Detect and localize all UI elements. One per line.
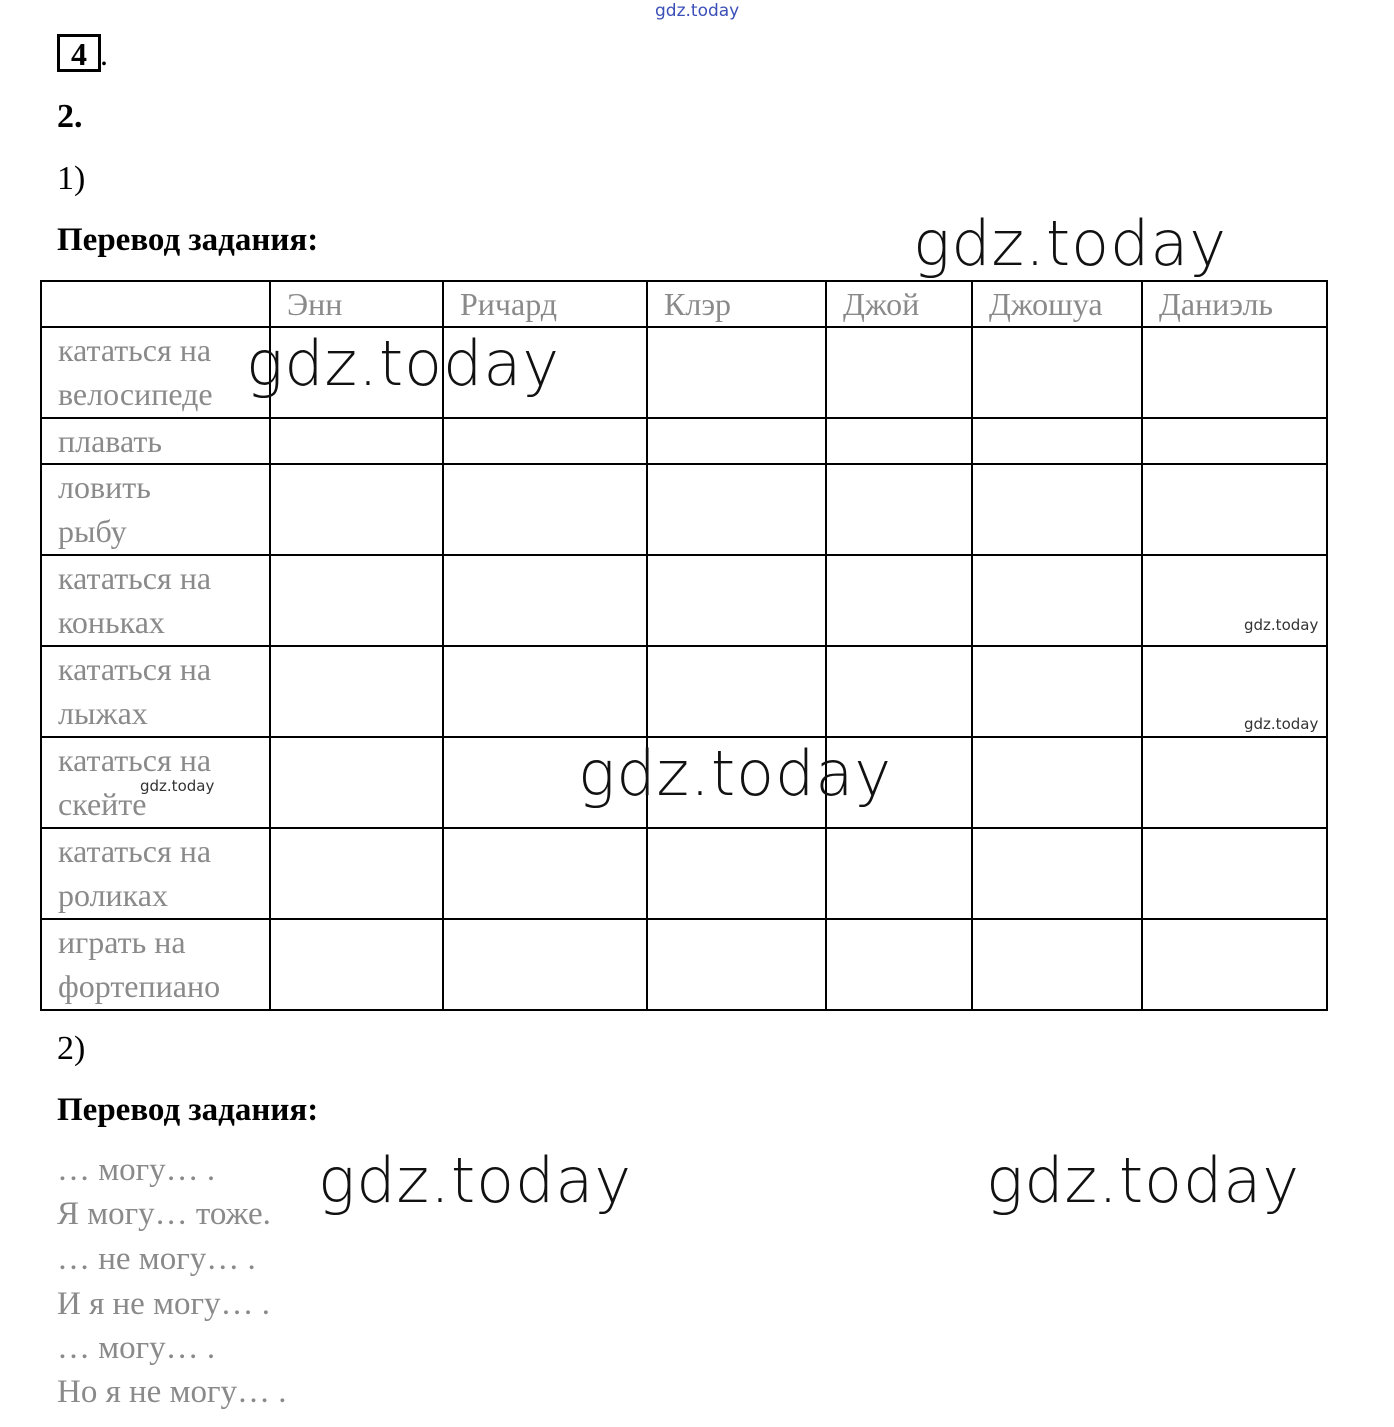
row-label-line1: ловить (58, 469, 151, 505)
table-cell (647, 919, 826, 1010)
table-cell (647, 464, 826, 555)
table-cell (443, 555, 647, 646)
table-cell (1142, 737, 1327, 828)
table-cell (270, 555, 443, 646)
task-number: 2. (57, 98, 83, 135)
watermark-big-5: gdz.today (986, 1144, 1301, 1217)
table-cell (270, 737, 443, 828)
row-label (41, 464, 270, 555)
row-label (41, 828, 270, 919)
answer-line-2: Я могу… тоже. (57, 1196, 271, 1232)
table-cell (647, 327, 826, 418)
table-cell (647, 555, 826, 646)
table-row (41, 327, 1327, 418)
table-cell (972, 919, 1142, 1010)
table-cell (826, 464, 972, 555)
table-cell (443, 464, 647, 555)
exercise-number-box: 4 (57, 34, 101, 72)
row-label-line1: плавать (58, 423, 162, 459)
row-label-line1: кататься на (58, 560, 212, 596)
row-label-line2: коньках (58, 604, 165, 640)
row-label-line2: роликах (58, 877, 168, 913)
row-label-line2: велосипеде (58, 376, 213, 412)
watermark-big-1: gdz.today (913, 207, 1228, 280)
table-row (41, 418, 1327, 464)
header-cell-claire: Клэр (647, 281, 826, 327)
watermark-small-1: gdz.today (1244, 616, 1319, 634)
table-cell (647, 646, 826, 737)
table-cell (270, 919, 443, 1010)
table-row (41, 464, 1327, 555)
row-label (41, 555, 270, 646)
translation-title-2: Перевод задания: (57, 1092, 319, 1128)
table-cell (826, 327, 972, 418)
table-cell (826, 418, 972, 464)
table-cell (826, 646, 972, 737)
table-cell (647, 828, 826, 919)
table-cell (270, 646, 443, 737)
answer-line-6: Но я не могу… . (57, 1374, 287, 1410)
table-header-row (41, 281, 1327, 327)
watermark-big-3: gdz.today (578, 737, 893, 810)
row-label-line1: кататься на (58, 332, 212, 368)
table-cell (972, 418, 1142, 464)
table-cell (826, 828, 972, 919)
answer-line-1: … могу… . (57, 1152, 216, 1188)
header-cell-empty (41, 281, 270, 327)
watermark-big-4: gdz.today (318, 1144, 633, 1217)
row-label-line2: лыжах (58, 695, 148, 731)
table-cell (270, 418, 443, 464)
row-label-line1: играть на (58, 924, 186, 960)
row-label-line2: скейте (58, 786, 147, 822)
header-cell-daniel: Даниэль (1142, 281, 1327, 327)
table-cell (972, 555, 1142, 646)
row-label-line1: кататься на (58, 651, 212, 687)
table-cell (270, 828, 443, 919)
table-cell (443, 919, 647, 1010)
header-cell-richard: Ричард (443, 281, 647, 327)
table-cell (270, 464, 443, 555)
row-label-line2: фортепиано (58, 968, 221, 1004)
part-2-label: 2) (57, 1030, 86, 1067)
activity-table (40, 280, 1328, 1011)
table-row (41, 555, 1327, 646)
table-cell (972, 828, 1142, 919)
row-label (41, 646, 270, 737)
table-cell (443, 828, 647, 919)
row-label (41, 327, 270, 418)
header-cell-joshua: Джошуа (972, 281, 1142, 327)
table-cell (972, 737, 1142, 828)
table-cell (1142, 828, 1327, 919)
watermark-top: gdz.today (655, 1, 740, 21)
table-cell (1142, 418, 1327, 464)
answer-line-4: И я не могу… . (57, 1286, 270, 1322)
answer-line-3: … не могу… . (57, 1241, 256, 1277)
table-cell (443, 646, 647, 737)
table-cell (647, 418, 826, 464)
header-cell-joy: Джой (826, 281, 972, 327)
row-label (41, 418, 270, 464)
table-cell (972, 646, 1142, 737)
exercise-number-dot: . (100, 36, 108, 72)
table-cell (826, 555, 972, 646)
table-cell (443, 418, 647, 464)
table-cell (972, 464, 1142, 555)
watermark-small-2: gdz.today (1244, 715, 1319, 733)
table-row (41, 828, 1327, 919)
watermark-small-3: gdz.today (140, 777, 215, 795)
translation-title-1: Перевод задания: (57, 222, 319, 258)
row-label-line1: кататься на (58, 833, 212, 869)
table-cell (1142, 464, 1327, 555)
table-row (41, 646, 1327, 737)
table-cell (1142, 919, 1327, 1010)
table-cell (1142, 327, 1327, 418)
table-cell (972, 327, 1142, 418)
row-label-line2: рыбу (58, 513, 127, 549)
watermark-big-2: gdz.today (246, 327, 561, 400)
header-cell-ann: Энн (270, 281, 443, 327)
table-cell (826, 919, 972, 1010)
part-1-label: 1) (57, 160, 86, 197)
answer-line-5: … могу… . (57, 1330, 216, 1366)
row-label (41, 919, 270, 1010)
table-row (41, 919, 1327, 1010)
row-label-line1: кататься на (58, 742, 212, 778)
